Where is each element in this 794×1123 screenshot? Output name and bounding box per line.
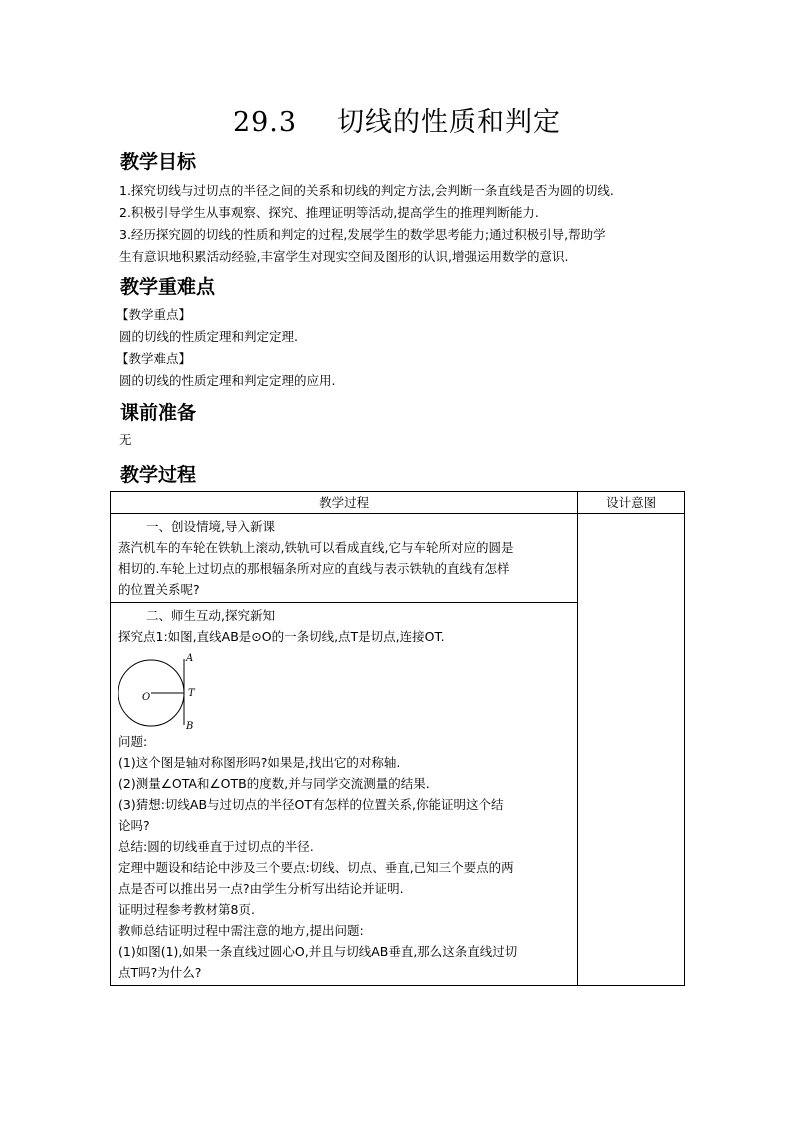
goals-list — [119, 180, 689, 268]
part2-line: (3)猜想:切线AB与过切点的半径OT有怎样的位置关系,你能证明这个结 — [118, 797, 504, 812]
part2-line: 总结:圆的切线垂直于过切点的半径. — [118, 839, 314, 854]
goal-line: 1.探究切线与过切点的半径之间的关系和切线的判定方法,会判断一条直线是否为圆的切线. — [119, 183, 614, 198]
goal-line: 3.经历探究圆的切线的性质和判定的过程,发展学生的数学思考能力;通过积极引导,帮助学 — [119, 227, 606, 242]
table-header-row — [111, 492, 685, 514]
part2-line: 问题: — [118, 734, 148, 749]
part1-line: 蒸汽机车的车轮在铁轨上滚动,铁轨可以看成直线,它与车轮所对应的圆是 — [118, 540, 514, 555]
part2-line: 论吗? — [118, 818, 150, 833]
part2-line: 教师总结证明过程中需注意的地方,提出问题: — [118, 923, 364, 938]
focus-label: 【教学重点】 — [116, 307, 192, 322]
header-intent: 设计意图 — [578, 492, 685, 514]
header-process: 教学过程 — [111, 492, 578, 514]
focus-text: 圆的切线的性质定理和判定定理. — [119, 329, 298, 344]
label-t: T — [188, 688, 195, 699]
title-text: 切线的性质和判定 — [337, 107, 562, 138]
key-points-block — [116, 304, 686, 392]
part2-line: (2)测量∠OTA和∠OTB的度数,并与同学交流测量的结果. — [118, 776, 430, 791]
heading-key-points: 教学重难点 — [120, 276, 216, 298]
part1-line: 的位置关系呢? — [118, 582, 200, 597]
heading-process: 教学过程 — [120, 464, 197, 486]
goal-line: 2.积极引导学生从事观察、探究、推理证明等活动,提高学生的推理判断能力. — [119, 205, 539, 220]
part2-line: 证明过程参考教材第8页. — [118, 902, 255, 917]
process-table — [110, 491, 685, 986]
tangent-circle-figure — [118, 651, 208, 729]
label-b: B — [186, 721, 194, 729]
part1-cell — [111, 514, 578, 603]
label-a: A — [186, 653, 194, 664]
page-title — [0, 100, 794, 139]
heading-prep: 课前准备 — [120, 402, 197, 424]
part2-line: 点T吗?为什么? — [118, 965, 202, 980]
part1-line: 相切的.车轮上过切点的那根辐条所对应的直线与表示铁轨的直线有怎样 — [118, 561, 510, 576]
part1-title: 一、创设情境,导入新课 — [146, 519, 275, 534]
difficulty-label: 【教学难点】 — [116, 351, 192, 366]
heading-goals: 教学目标 — [120, 151, 197, 173]
part2-line: 定理中题设和结论中涉及三个要点:切线、切点、垂直,已知三个要点的两 — [118, 860, 514, 875]
intent-cell — [578, 514, 685, 986]
explore-point-1: 探究点1:如图,直线AB是⊙O的一条切线,点T是切点,连接OT. — [118, 629, 445, 644]
difficulty-text: 圆的切线的性质定理和判定定理的应用. — [119, 373, 336, 388]
part2-line: (1)这个图是轴对称图形吗?如果是,找出它的对称轴. — [118, 755, 401, 770]
part2-line: (1)如图(1),如果一条直线过圆心O,并且与切线AB垂直,那么这条直线过切 — [118, 944, 518, 959]
prep-text: 无 — [119, 432, 132, 447]
part2-cell — [111, 603, 578, 986]
goal-line: 生有意识地积累活动经验,丰富学生对现实空间及图形的认识,增强运用数学的意识. — [119, 249, 569, 264]
part2-title: 二、师生互动,探究新知 — [146, 608, 275, 623]
label-o: O — [142, 692, 151, 703]
table-row — [111, 514, 685, 603]
title-number: 29.3 — [232, 107, 298, 138]
part2-line: 点是否可以推出另一点?由学生分析写出结论并证明. — [118, 881, 404, 896]
